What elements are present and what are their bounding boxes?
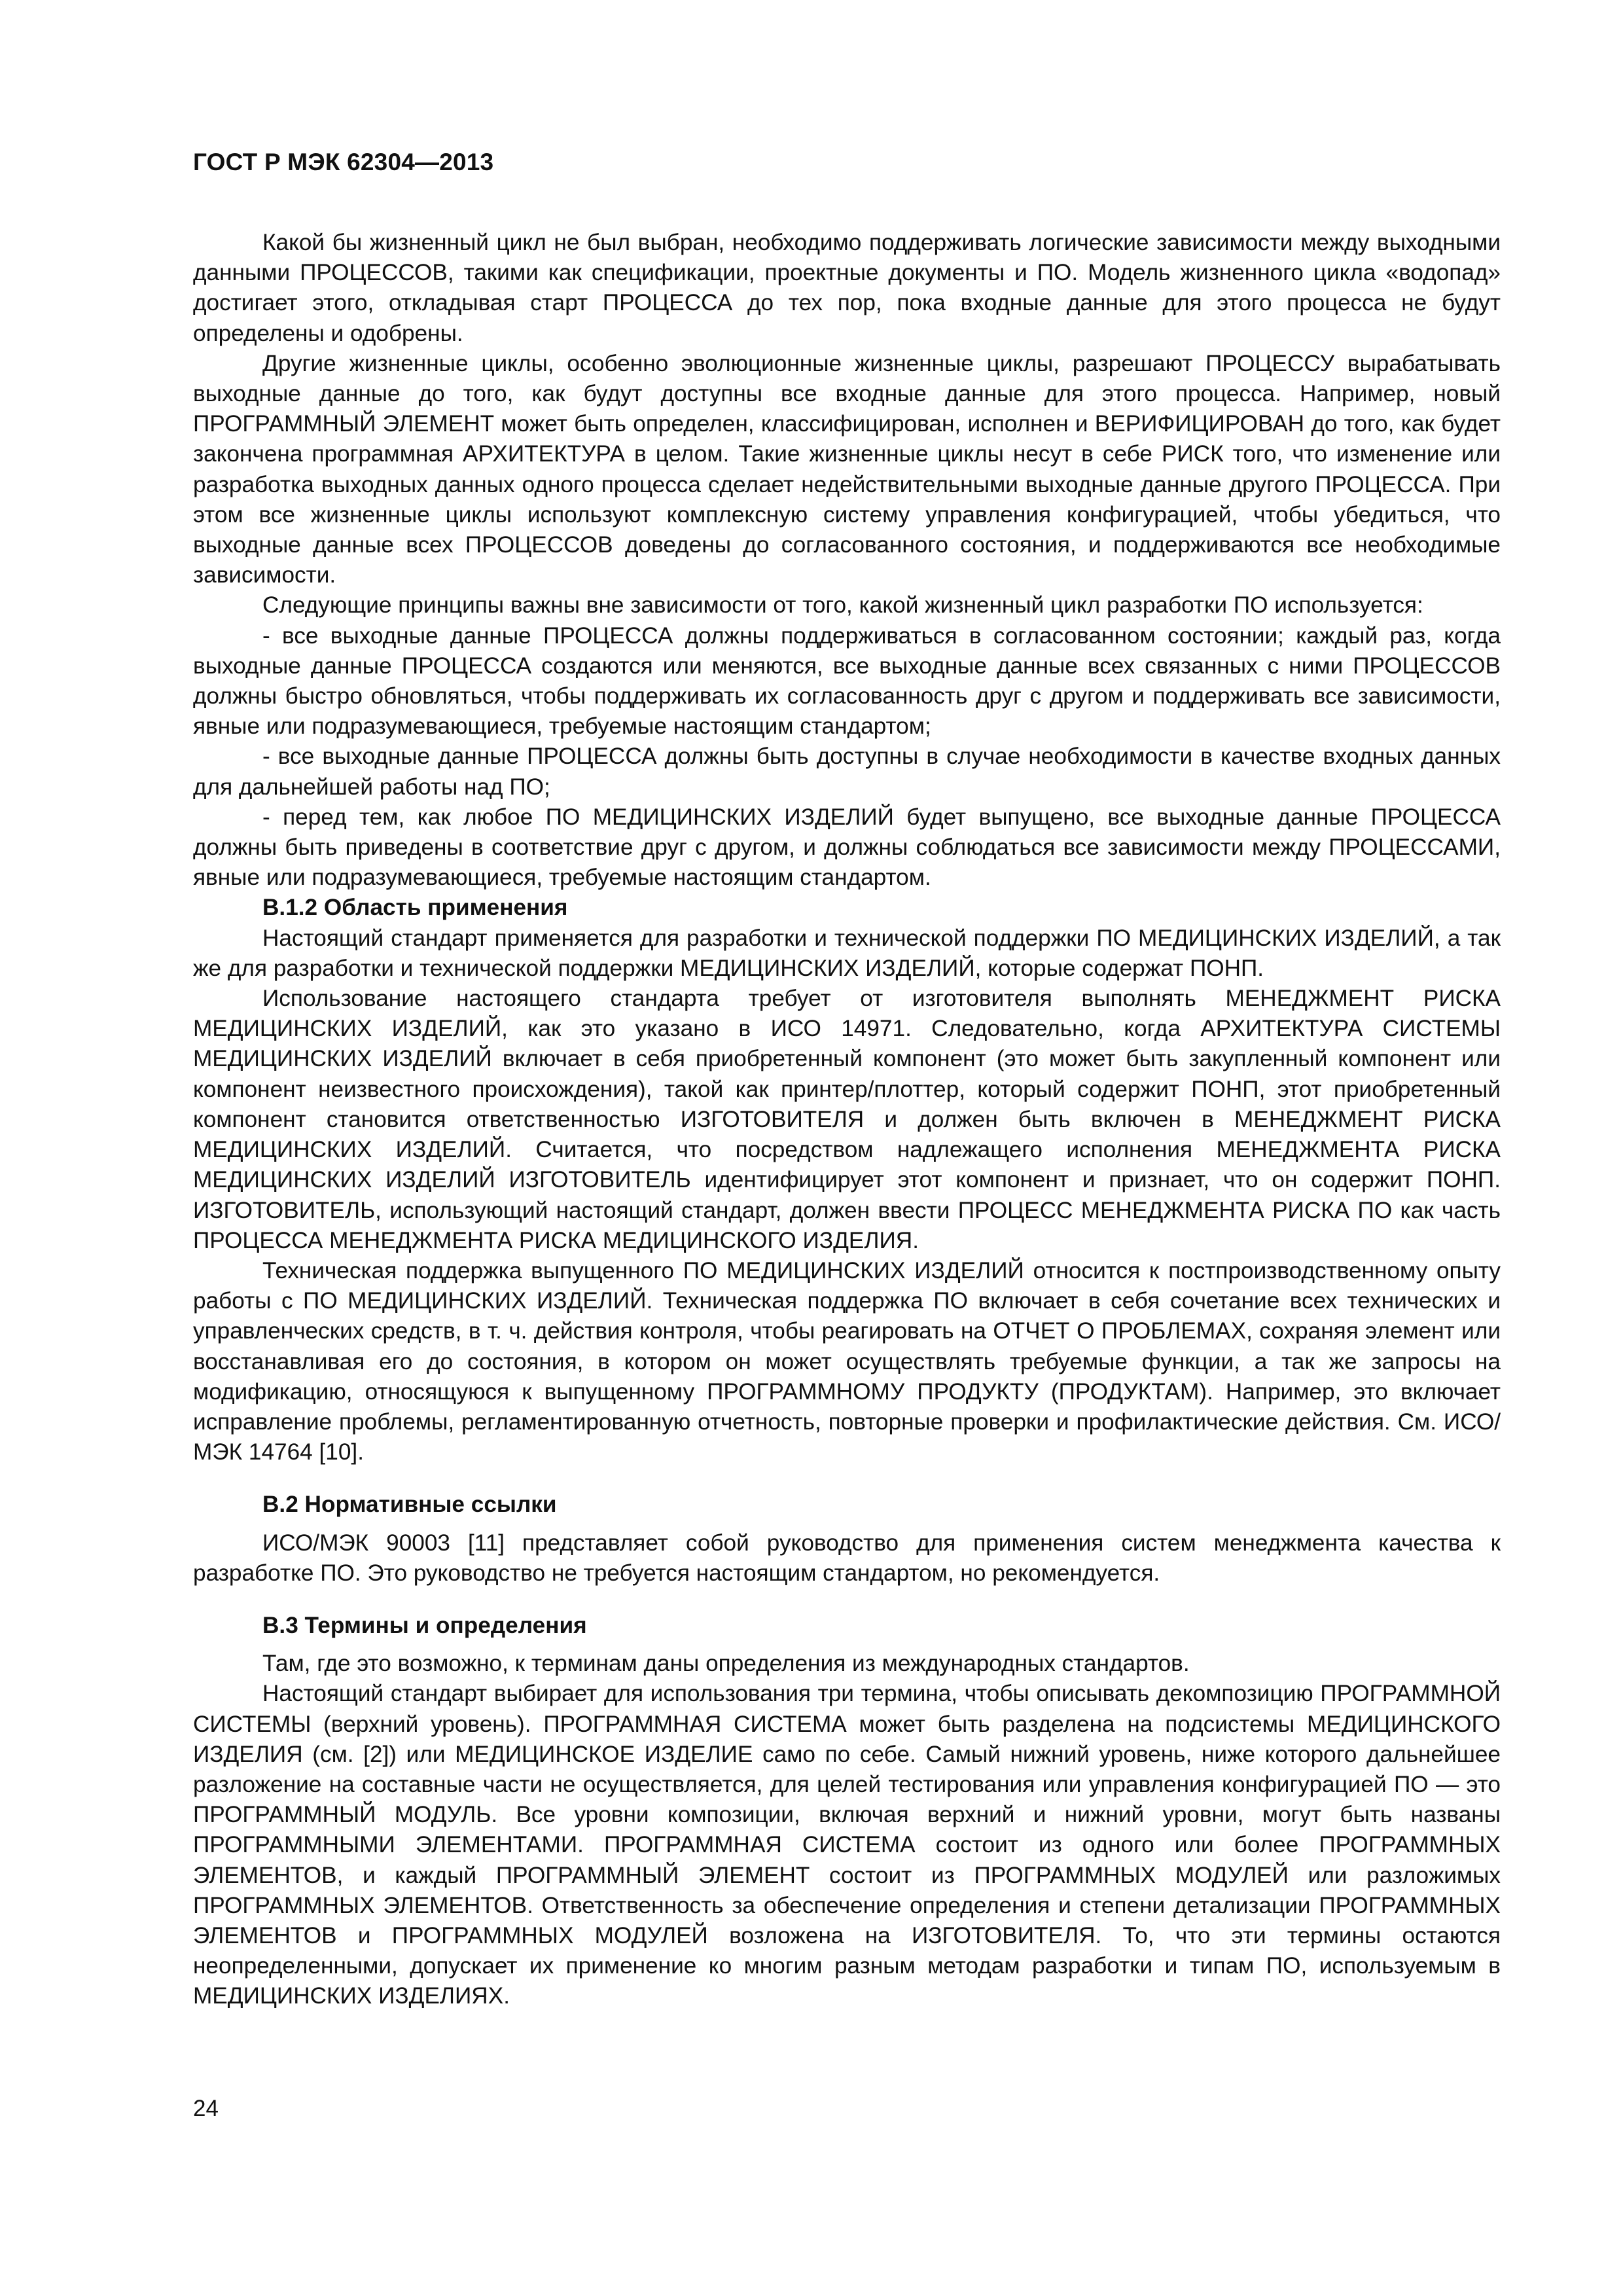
paragraph-normative-references: ИСО/МЭК 90003 [11] представляет собой руководство для применения систем менеджмента качества к разработке ПО. Это руководство не требуется настоящим стандартом, но рекомендуется. [193,1530,1501,1586]
paragraph-scope: Настоящий стандарт применяется для разработки и технической поддержки ПО МЕДИЦИНСКИХ ИЗДЕЛИЙ, а так же для разработки и технической поддержки МЕДИЦИНСКИХ ИЗДЕЛИЙ, которые содержат ПОНП. [193,925,1501,981]
paragraph-lifecycle-dependencies: Какой бы жизненный цикл не был выбран, необходимо поддерживать логические зависимости между выходными данными ПРОЦЕССОВ, такими как спецификации, проектные документы и ПО. Модель жизненного цикла «водопад» достигает этого, откладывая старт ПРОЦЕССА до тех пор, пока входные данные для этого процесса не будут определены и одобрены. [193,230,1501,346]
paragraph-decomposition: Настоящий стандарт выбирает для использования три термина, чтобы описывать декомпозицию ПРОГРАММНОЙ СИСТЕМЫ (верхний уровень). ПРОГРАММНАЯ СИСТЕМА может быть разделена на подсистемы МЕДИЦИНСКОГО ИЗДЕЛИЯ (см. [2]) или МЕДИЦИНСКОЕ ИЗДЕЛИЕ само по себе. Самый нижний уровень, ниже которого дальнейшее разложение на составные части не осуществляется, для целей тестирования или управления конфигурацией ПО — это ПРОГРАММНЫЙ МОДУЛЬ. Все уровни композиции, включая верхний и нижний уровни, могут быть названы ПРОГРАММНЫМИ ЭЛЕМЕНТАМИ. ПРОГРАММНАЯ СИСТЕМА состоит из одного или более ПРОГРАММНЫХ ЭЛЕМЕНТОВ, и каждый ПРОГРАММНЫЙ ЭЛЕМЕНТ состоит из ПРОГРАММНЫХ МОДУЛЕЙ или разложимых ПРОГРАММНЫХ ЭЛЕМЕНТОВ. Ответственность за обеспечение определения и степени детализации ПРОГРАММНЫХ ЭЛЕМЕНТОВ и ПРОГРАММНЫХ МОДУЛЕЙ возложена на ИЗГОТОВИТЕЛЯ. То, что эти термины остаются неопределенными, допускает их применение ко многим разным методам разработки и типам ПО, используемым в МЕДИЦИНСКИХ ИЗДЕЛИЯХ. [193,1681,1501,2009]
document-body [193,228,1501,2012]
standard-header: ГОСТ Р МЭК 62304—2013 [193,149,494,175]
paragraph-evolutionary-lifecycles: Другие жизненные циклы, особенно эволюционные жизненные циклы, разрешают ПРОЦЕССУ вырабатывать выходные данные до того, как будут доступны все входные данные для этого процесса. Например, новый ПРОГРАММНЫЙ ЭЛЕМЕНТ может быть определен, классифицирован, исполнен и ВЕРИФИЦИРОВАН до того, как будет закончена программная АРХИТЕКТУРА в целом. Такие жизненные циклы несут в себе РИСК того, что изменение или разработка выходных данных одного процесса сделает недействительными выходные данные другого ПРОЦЕССА. При этом все жизненные циклы используют комплексную систему управления конфигурацией, чтобы убедиться, что выходные данные всех ПРОЦЕССОВ доведены до согласованного состояния, и поддерживаются все необходимые зависимости. [193,350,1501,588]
list-item-before-release: - перед тем, как любое ПО МЕДИЦИНСКИХ ИЗДЕЛИЙ будет выпущено, все выходные данные ПРОЦЕССА должны быть приведены в соответствие друг с другом, и должны соблюдаться все зависимости между ПРОЦЕССАМИ, явные или подразумевающиеся, требуемые настоящим стандартом. [193,804,1501,891]
paragraph-maintenance: Техническая поддержка выпущенного ПО МЕДИЦИНСКИХ ИЗДЕЛИЙ относится к постпроизводственному опыту работы с ПО МЕДИЦИНСКИХ ИЗДЕЛИЙ. Техническая поддержка ПО включает в себя сочетание всех технических и управленческих средств, в т. ч. действия контроля, чтобы реагировать на ОТЧЕТ О ПРОБЛЕМАХ, сохраняя элемент или восстанавливая его до состояния, в котором он может осуществлять требуемые функции, а так же запросы на модификацию, относящуюся к выпущенному ПРОГРАММНОМУ ПРОДУКТУ (ПРОДУКТАМ). Например, это включает исправление проблемы, регламентированную отчетность, повторные проверки и профилактические действия. См. ИСО/МЭК 14764 [10]. [193,1257,1501,1465]
list-item-consistent-state: - все выходные данные ПРОЦЕССА должны поддерживаться в согласованном состоянии; каждый раз, когда выходные данные ПРОЦЕССА создаются или меняются, все выходные данные всех связанных с ними ПРОЦЕССОВ должны быстро обновляться, чтобы поддерживать их согласованность друг с другом и поддерживать все зависимости, явные или подразумевающиеся, требуемые настоящим стандартом; [193,622,1501,740]
section-heading-b3: В.3 Термины и определения [262,1612,587,1638]
paragraph-risk-management: Использование настоящего стандарта требует от изготовителя выполнять МЕНЕДЖМЕНТ РИСКА МЕДИЦИНСКИХ ИЗДЕЛИЙ, как это указано в ИСО 14971. Следовательно, когда АРХИТЕКТУРА СИСТЕМЫ МЕДИЦИНСКИХ ИЗДЕЛИЙ включает в себя приобретенный компонент (это может быть закупленный компонент или компонент неизвестного происхождения), такой как принтер/плоттер, который содержит ПОНП, этот приобретенный компонент становится ответственностью ИЗГОТОВИТЕЛЯ и должен быть включен в МЕНЕДЖМЕНТ РИСКА МЕДИЦИНСКИХ ИЗДЕЛИЙ. Считается, что посредством надлежащего исполнения МЕНЕДЖМЕНТА РИСКА МЕДИЦИНСКИХ ИЗДЕЛИЙ ИЗГОТОВИТЕЛЬ идентифицирует этот компонент и признает, что он содержит ПОНП. ИЗГОТОВИТЕЛЬ, использующий настоящий стандарт, должен ввести ПРОЦЕСС МЕНЕДЖМЕНТА РИСКА ПО как часть ПРОЦЕССА МЕНЕДЖМЕНТА РИСКА МЕДИЦИНСКОГО ИЗДЕЛИЯ. [193,986,1501,1253]
section-heading-b2: В.2 Нормативные ссылки [262,1492,557,1518]
section-heading-b12: В.1.2 Область применения [262,895,568,921]
list-item-available-outputs: - все выходные данные ПРОЦЕССА должны быть доступны в случае необходимости в качестве входных данных для дальнейшей работы над ПО; [193,744,1501,800]
page-number: 24 [193,2096,219,2121]
paragraph-principles-intro: Следующие принципы важны вне зависимости от того, какой жизненный цикл разработки ПО используется: [262,592,1423,619]
paragraph-terms-intro: Там, где это возможно, к терминам даны определения из международных стандартов. [262,1651,1190,1677]
